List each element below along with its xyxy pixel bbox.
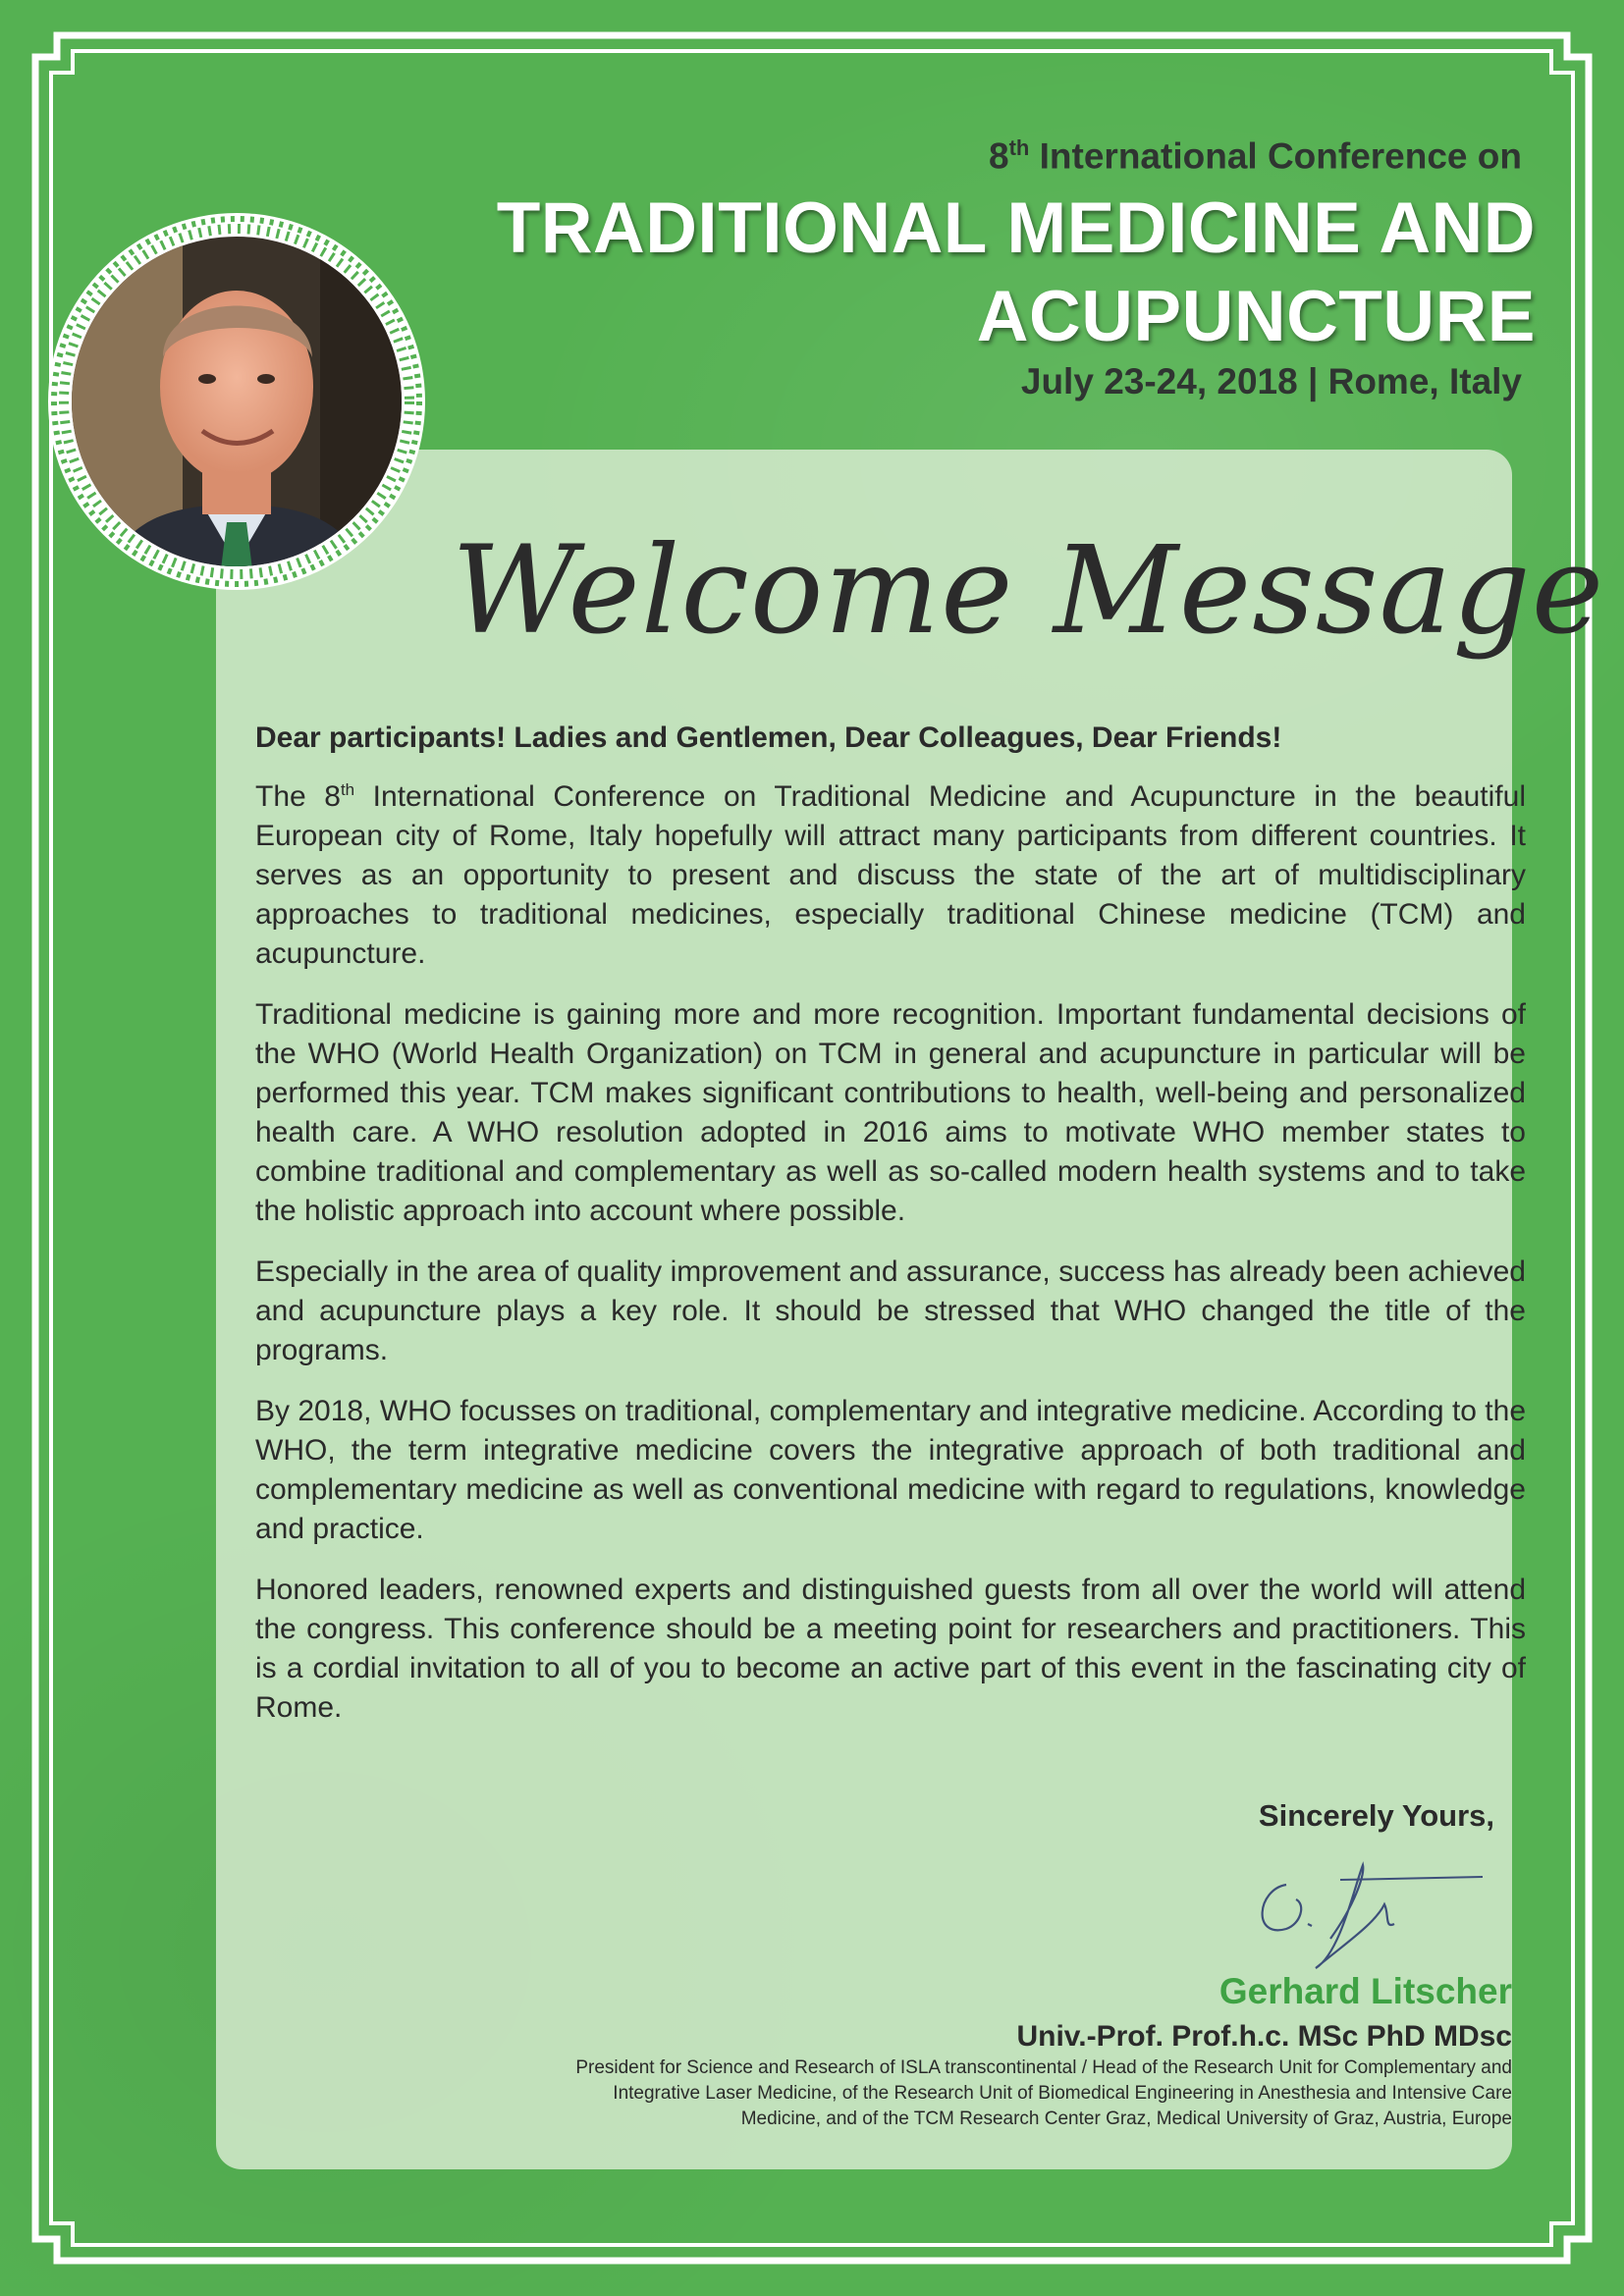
title-line-1: TRADITIONAL MEDICINE AND xyxy=(496,188,1536,268)
letter-paragraph-1: The 8th International Conference on Traditional Medicine and Acupuncture in the beautiful European city of Rome, Italy hopefully will attract many participants from different countries. It serves as an opportunity to present and discuss the state of the art of multidisciplinary approaches to traditional medicines, especially traditional Chinese medicine (TCM) and acupuncture. xyxy=(255,780,1526,970)
sign-off: Sincerely Yours, xyxy=(1258,1798,1494,1833)
conference-edition: 8th International Conference on xyxy=(989,135,1522,177)
signatory-affiliation: President for Science and Research of ISLA transcontinental / Head of the Research Unit for Complementary and Integrative Laser Medicine, of the Research Unit of Biomedical Engineering in Anesthesia and Intensive Care Medicine, and of the TCM Research Center Graz, Medical University of Graz, Austria, Europe xyxy=(575,2057,1512,2129)
conference-date-place: July 23-24, 2018 | Rome, Italy xyxy=(1020,361,1522,401)
letter-greeting: Dear participants! Ladies and Gentlemen, Dear Colleagues, Dear Friends! xyxy=(255,721,1282,754)
letter-paragraph-2: Traditional medicine is gaining more and more recognition. Important fundamental decisions of the WHO (World Health Organization) on TCM in general and acupuncture in particular will be performed this year. TCM makes significant contributions to health, well-being and personalized health care. A WHO resolution adopted in 2016 aims to motivate WHO member states to combine traditional and complementary as well as so-called modern health systems and to take the holistic approach into account where possible. xyxy=(255,998,1526,1227)
conference-title xyxy=(406,185,1536,361)
letter-paragraph-5: Honored leaders, renowned experts and distinguished guests from all over the world will attend the congress. This conference should be a meeting point for researchers and practitioners. This is a cordial invitation to all of you to become an active part of this event in the fascinating city of Rome. xyxy=(255,1574,1526,1724)
signatory-name: Gerhard Litscher xyxy=(1218,1971,1512,2011)
letter-paragraph-4: By 2018, WHO focusses on traditional, complementary and integrative medicine. According to the WHO, the term integrative medicine covers the integrative approach of both traditional and complementary medicine as well as conventional medicine with regard to regulations, knowledge and practice. xyxy=(255,1395,1526,1545)
letter-paragraph-3: Especially in the area of quality improvement and assurance, success has already been achieved and acupuncture plays a key role. It should be stressed that WHO changed the title of the programs. xyxy=(255,1255,1526,1366)
handwritten-signature xyxy=(1247,1845,1492,1973)
signatory-degree: Univ.-Prof. Prof.h.c. MSc PhD MDsc xyxy=(1016,2020,1512,2053)
letter-body xyxy=(255,719,1526,1749)
title-line-2: ACUPUNCTURE xyxy=(976,277,1536,356)
welcome-heading: Welcome Message xyxy=(452,520,1605,662)
speaker-portrait xyxy=(45,210,428,593)
